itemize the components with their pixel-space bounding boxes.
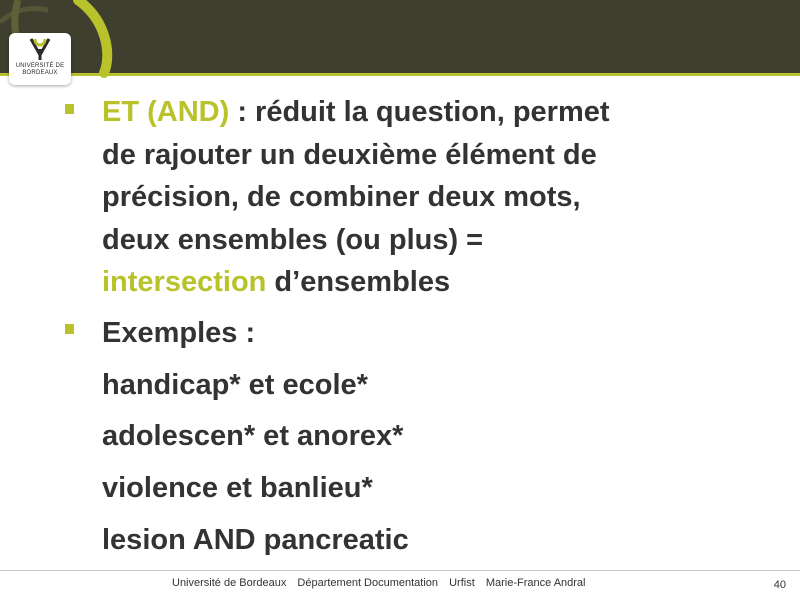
- footer-item-department: Département Documentation: [297, 577, 439, 589]
- term-et-and: ET (AND): [102, 96, 230, 128]
- footer-rule: [0, 570, 800, 571]
- example-1: handicap* et ecole*: [102, 369, 368, 401]
- bullet-square-2: [65, 324, 74, 334]
- logo-text-line1: UNIVERSITÉ DE: [15, 63, 65, 69]
- footer-item-urfist: Urfist: [449, 577, 475, 589]
- bullet-1-line-5: [102, 266, 450, 299]
- footer-credits: [172, 577, 594, 589]
- example-3: violence et banlieu*: [102, 472, 373, 504]
- page-number: 40: [773, 579, 786, 591]
- footer-item-university: Université de Bordeaux: [172, 577, 287, 589]
- logo-text-line2: BORDEAUX: [22, 70, 58, 76]
- footer-item-author: Marie-France Andral: [485, 577, 586, 589]
- examples-label: Exemples :: [102, 317, 256, 349]
- example-4: lesion AND pancreatic: [102, 524, 409, 556]
- bullet-1-line-5-rest: d’ensembles: [266, 266, 451, 298]
- bullet-1-line-2: de rajouter un deuxième élément de: [102, 139, 597, 171]
- bullet-1-line-1: [102, 96, 610, 129]
- bullet-1-line-4: deux ensembles (ou plus) =: [102, 224, 484, 256]
- bullet-1-line-1-rest: : réduit la question, permet: [229, 96, 610, 128]
- term-intersection: intersection: [102, 266, 267, 298]
- example-2: adolescen* et anorex*: [102, 420, 404, 452]
- bullet-1-line-3: précision, de combiner deux mots,: [102, 181, 581, 213]
- bullet-square-1: [65, 104, 74, 114]
